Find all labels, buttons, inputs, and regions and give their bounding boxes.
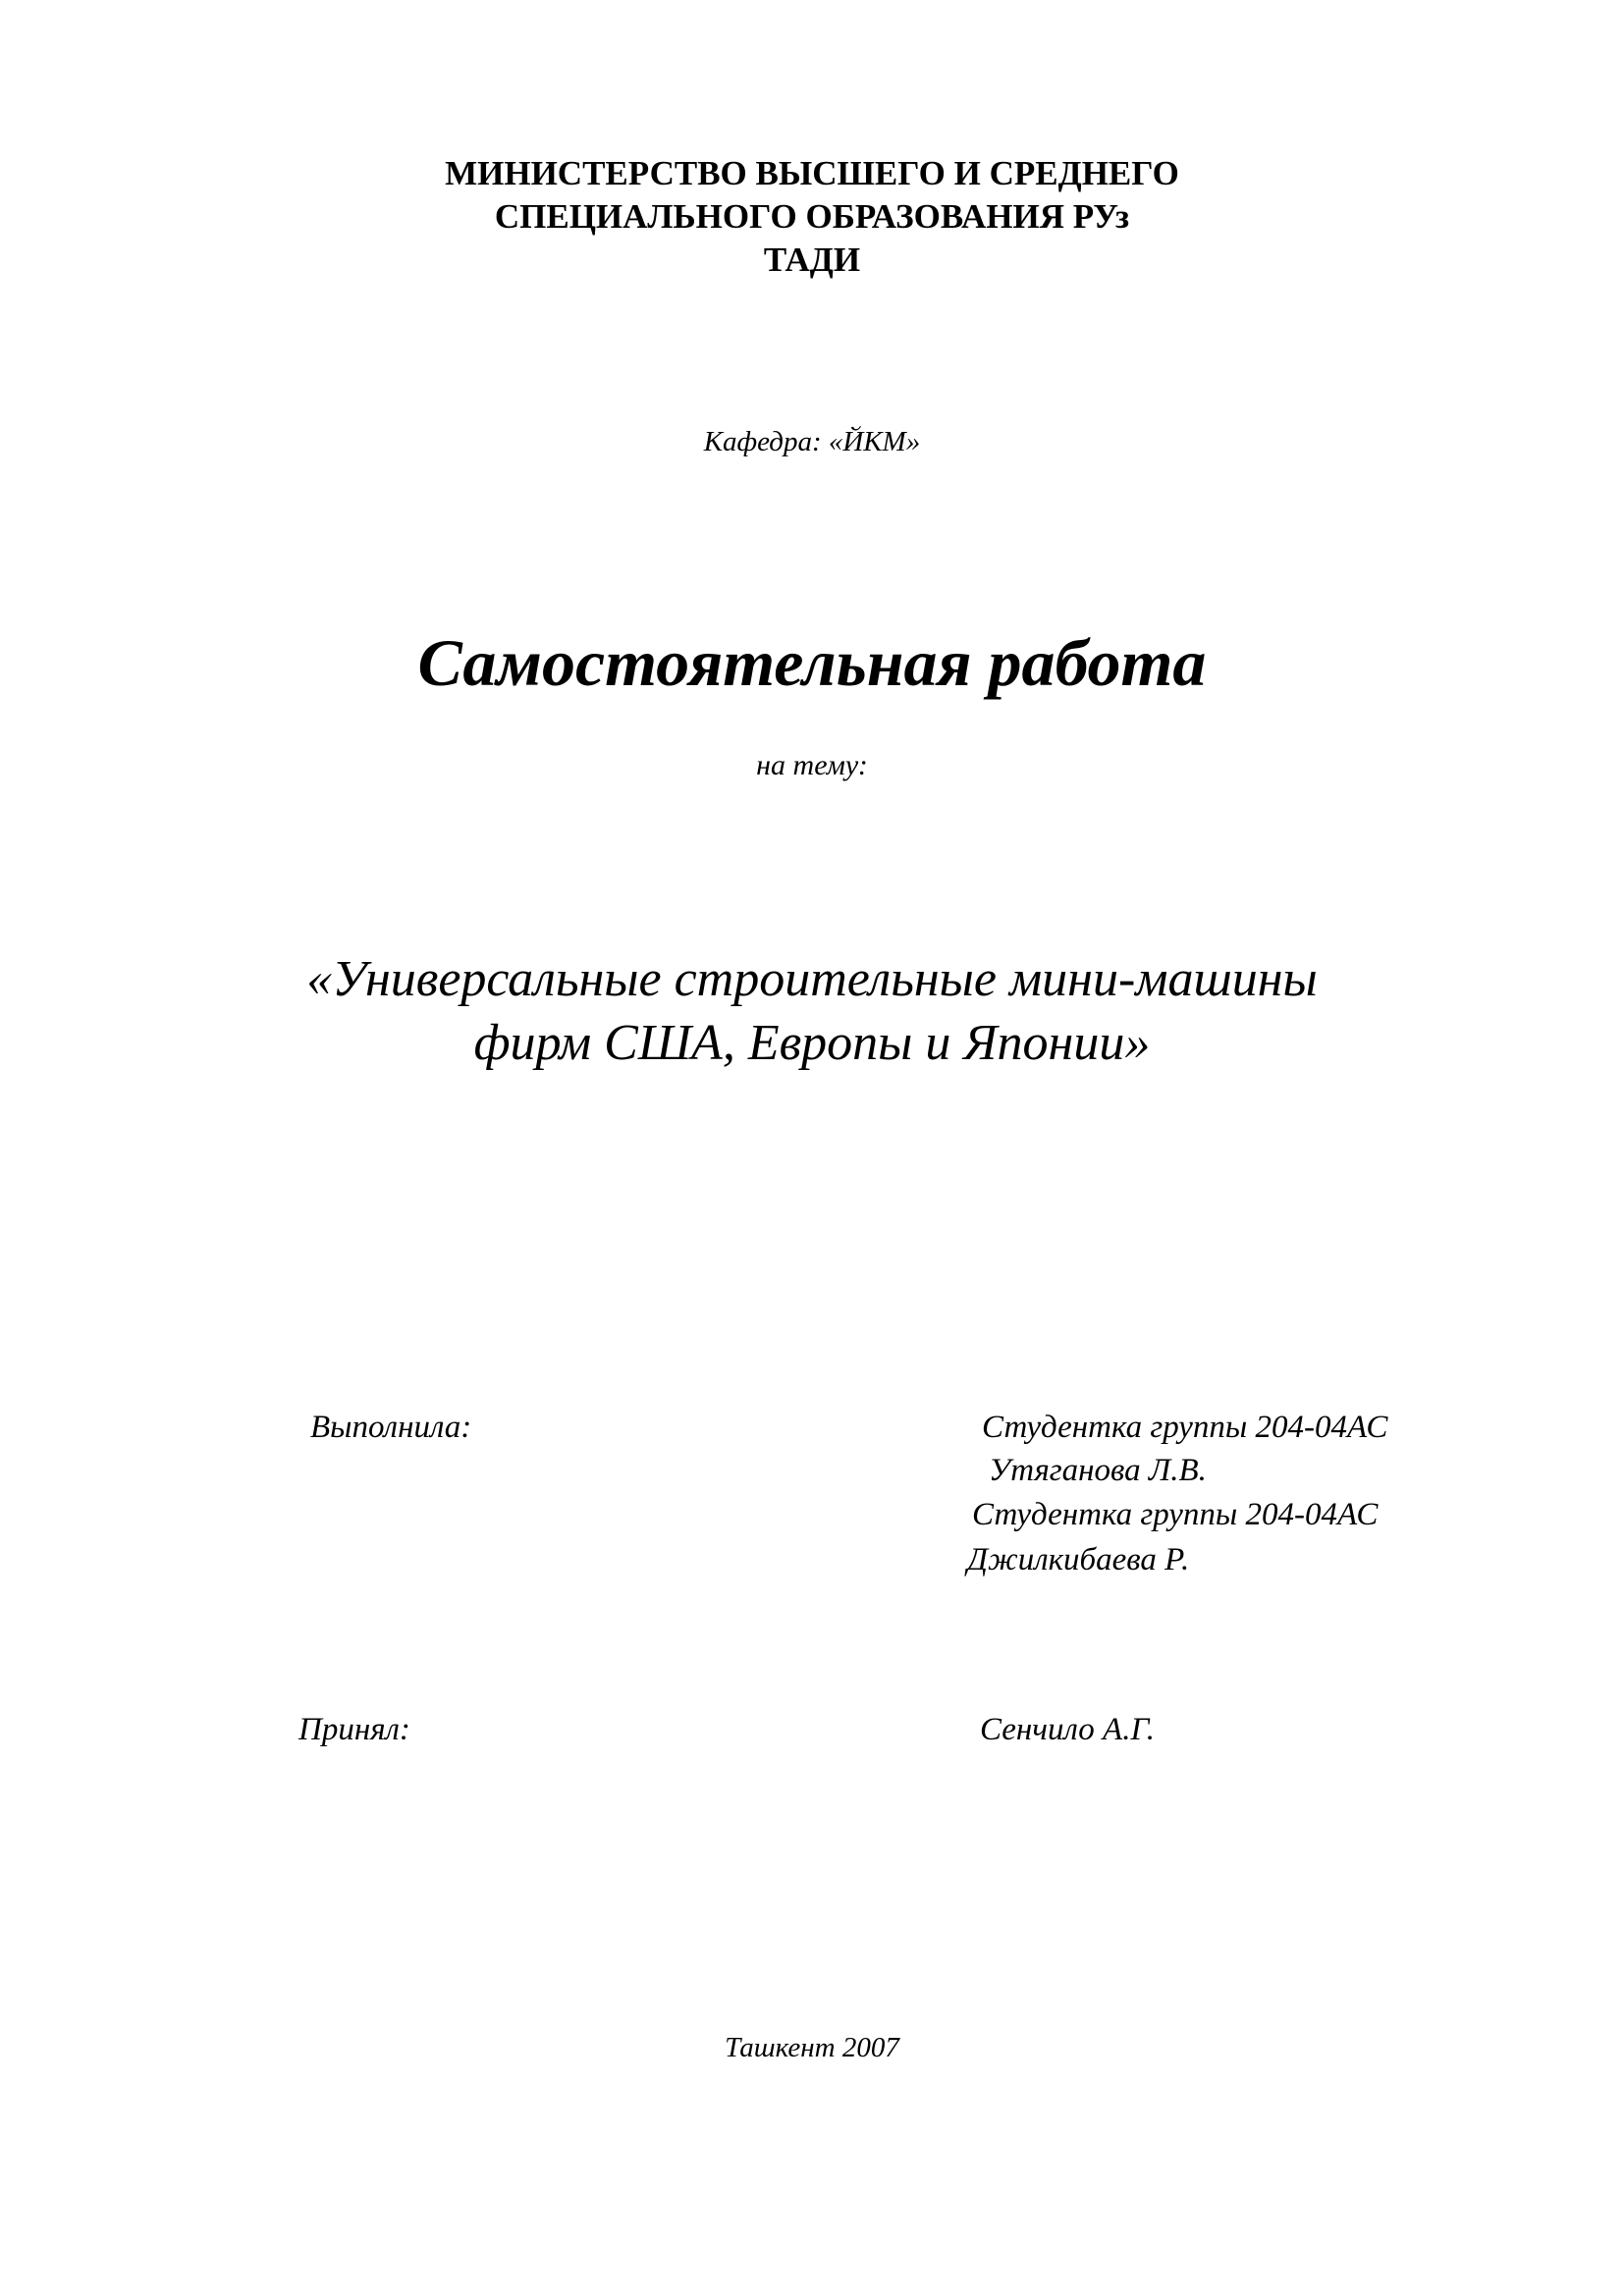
ministry-line-1: МИНИСТЕРСТВО ВЫСШЕГО И СРЕДНЕГО [445,154,1179,192]
performer-group-1: Студентка группы 204-04АС [982,1410,1388,1445]
performed-by-label: Выполнила: [310,1410,472,1445]
topic-line-1: «Универсальные строительные мини-машины [306,951,1318,1007]
department-label: Кафедра: «ЙКМ» [703,426,921,457]
performer-name-1: Утяганова Л.В. [989,1453,1207,1488]
topic-line-2: фирм США, Европы и Японии» [473,1015,1151,1071]
accepted-by-label: Принял: [298,1712,410,1747]
institute-name: ТАДИ [763,240,861,279]
ministry-line-2: СПЕЦИАЛЬНОГО ОБРАЗОВАНИЯ РУз [494,197,1130,236]
city-year: Ташкент 2007 [725,2032,899,2063]
on-topic-label: на тему: [756,749,868,781]
accepted-by-name: Сенчило А.Г. [980,1712,1155,1747]
performer-name-2: Джилкибаева Р. [967,1542,1190,1577]
performer-group-2: Студентка группы 204-04АС [972,1497,1379,1532]
topic-title [0,947,1624,1075]
ministry-header [0,152,1624,282]
work-type-title: Самостоятельная работа [417,625,1207,700]
